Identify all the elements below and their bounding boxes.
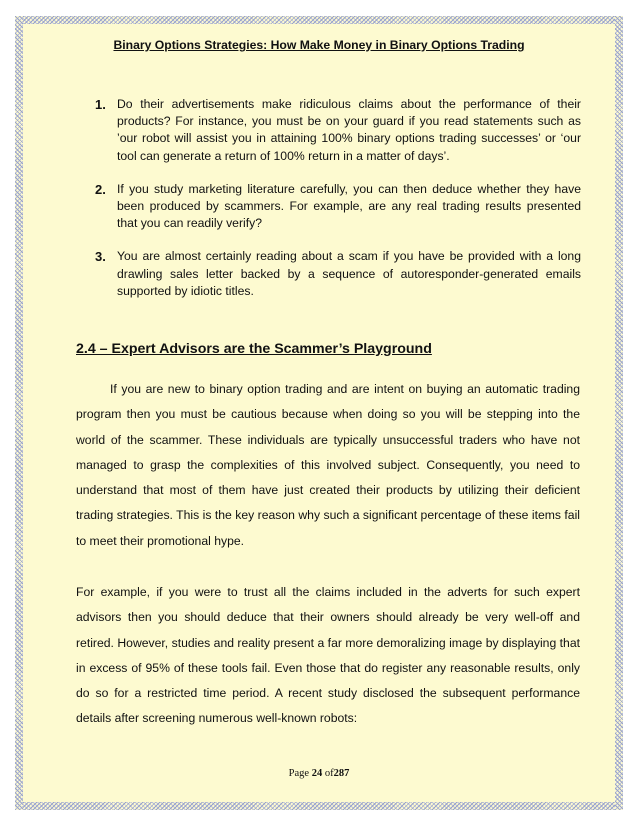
decorative-border-bottom (15, 802, 623, 810)
body-paragraph: If you are new to binary option trading and are intent on buying an automatic trading program then you must be cautious because when doing so you will be stepping into the world of the scammer. These individuals are typically unsuccessful traders who have not managed to grasp the complexities of this involved subject. Consequently, you need to understand that most of them have just created their products by utilizing their deficient trading strategies. This is the key reason why such a significant percentage of these items fail to meet their promotional hype. (76, 382, 580, 548)
numbered-list (95, 96, 581, 316)
running-header-title: Binary Options Strategies: How Make Money in Binary Options Trading (113, 38, 525, 52)
footer-page-word: Page (288, 768, 310, 779)
footer-of-word: of (324, 768, 334, 779)
footer-page-number: 24 (311, 768, 323, 779)
body-paragraph: For example, if you were to trust all the claims included in the adverts for such expert advisors then you should deduce that their owners should already be very well-off and retired. However, studies and reality present a far more demoralizing image by displaying that in excess of 95% of these tools fail. Even those that do register any reasonable results, only do so for a restricted time period. A recent study disclosed the subsequent performance details after screening numerous well-known robots: (76, 585, 580, 726)
decorative-border-left (15, 16, 23, 810)
decorative-border-top (15, 16, 623, 24)
section-heading: 2.4 – Expert Advisors are the Scammer’s Playground (76, 341, 432, 357)
list-item (95, 248, 581, 300)
list-item-number: 1. (95, 97, 106, 112)
list-item-text: If you study marketing literature carefully, you can then deduce whether they have been produced by scammers. For example, are any real trading results presented that you can readily verify? (117, 181, 581, 231)
list-item-text: You are almost certainly reading about a scam if you have be provided with a long drawling sales letter backed by a sequence of autoresponder-generated emails supported by idiotic titles. (117, 249, 581, 298)
decorative-border-right (615, 16, 623, 810)
list-item (95, 96, 581, 165)
list-item-number: 2. (95, 181, 106, 197)
list-item-number: 3. (95, 249, 106, 265)
page-footer (15, 768, 623, 779)
page (15, 16, 623, 810)
list-item-text: Do their advertisements make ridiculous claims about the performance of their products? For instance, you must be on your guard if you read statements such as ’our robot will assist you in attaining 100% binary options trading successes’ or ‘our tool can generate a return of 100% return in a matter of days’. (117, 97, 581, 163)
list-item (95, 181, 581, 233)
footer-total-pages: 287 (333, 768, 350, 779)
